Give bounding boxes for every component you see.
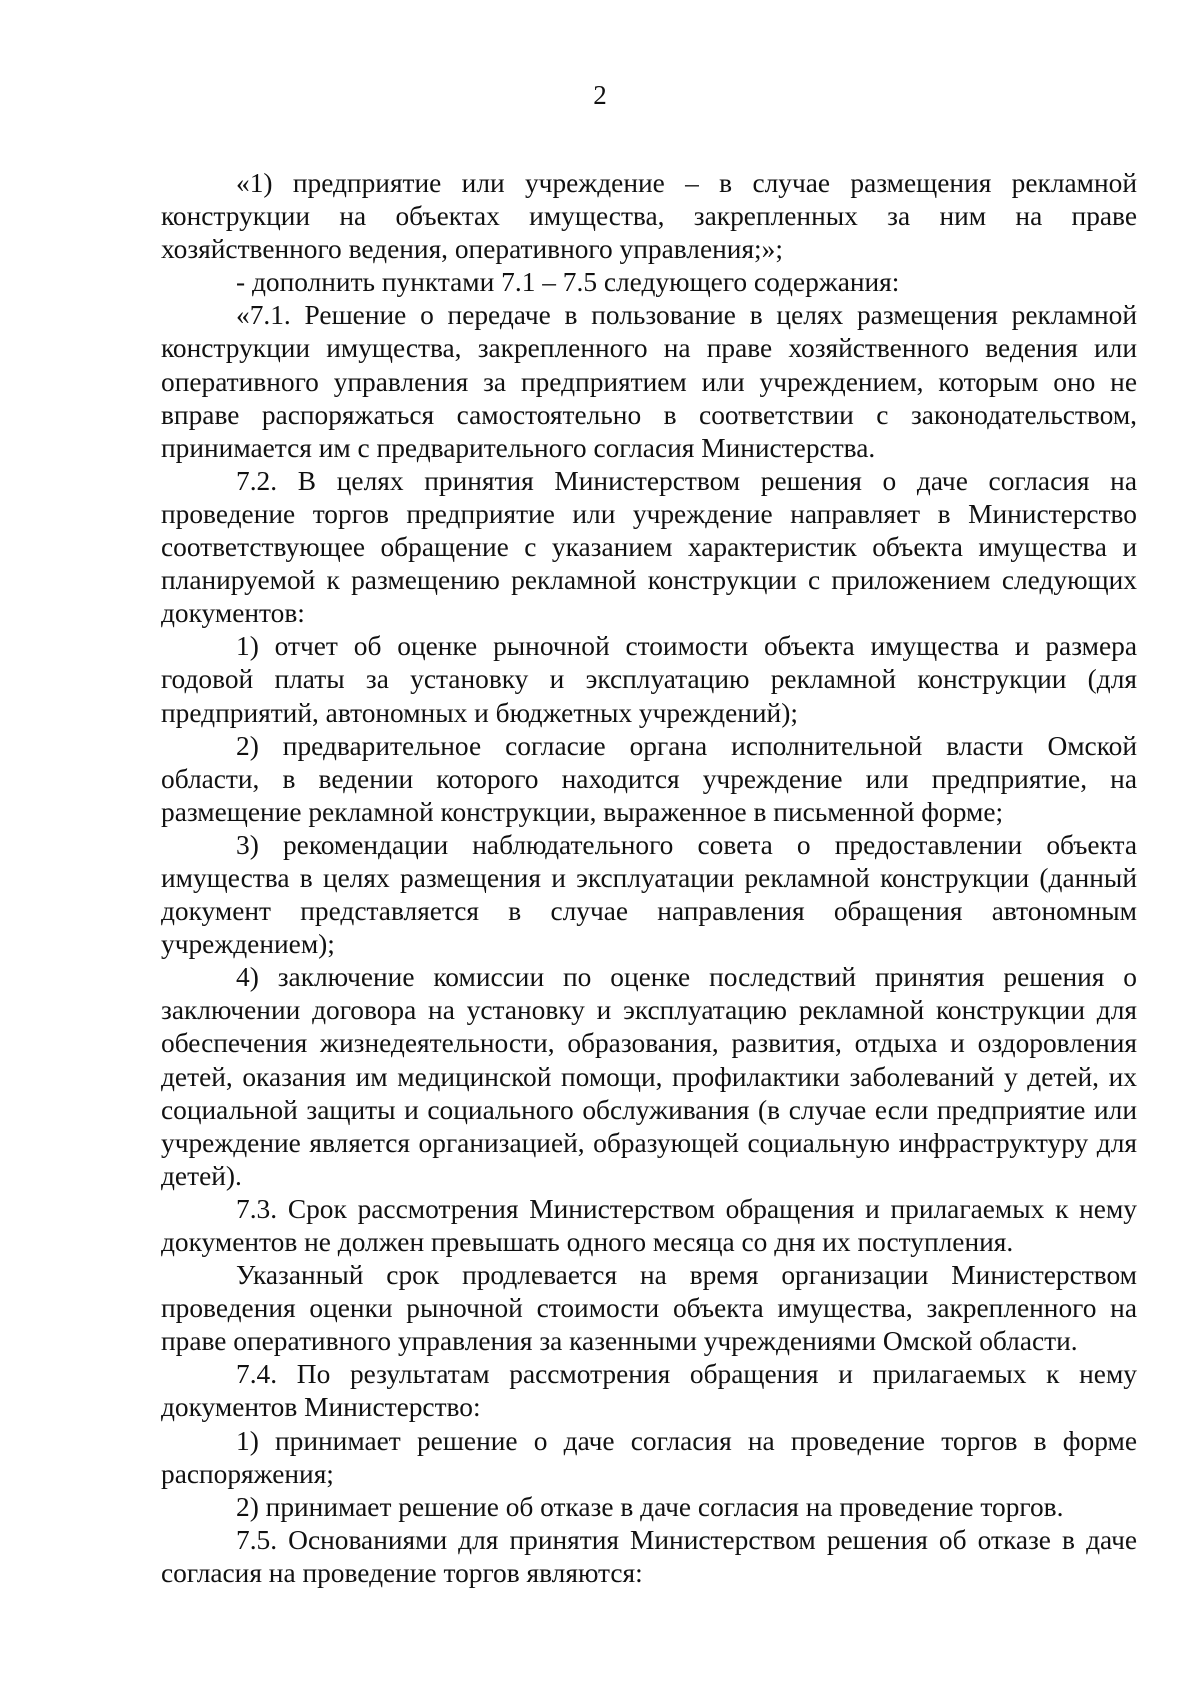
- paragraph-7-4-item-1: 1) принимает решение о даче согласия на проведение торгов в форме распоряжения;: [161, 1425, 1137, 1489]
- paragraph-7-2-item-4: 4) заключение комиссии по оценке последствий принятия решения о заключении договора на установку и эксплуатацию рекламной конструкции для обеспечения жизнедеятельности, образования, развития, отдыха и оздоровления детей, оказания им медицинской помощи, профилактики заболеваний у детей, их социальной защиты и социального обслуживания (в случае если предприятие или учреждение является организацией, образующей социальную инфраструктуру для детей).: [161, 962, 1137, 1191]
- paragraph-7-2-item-2: 2) предварительное согласие органа исполнительной власти Омской области, в ведении которого находится учреждение или предприятие, на размещение рекламной конструкции, выраженное в письменной форме;: [161, 730, 1137, 827]
- paragraph-7-3: 7.3. Срок рассмотрения Министерством обращения и прилагаемых к нему документов не должен превышать одного месяца со дня их поступления.: [161, 1193, 1137, 1257]
- paragraph-7-3-extension: Указанный срок продлевается на время организации Министерством проведения оценки рыночной стоимости объекта имущества, закрепленного на праве оперативного управления за казенными учреждениями Омской области.: [161, 1260, 1137, 1357]
- paragraph-7-2-item-1: 1) отчет об оценке рыночной стоимости объекта имущества и размера годовой платы за установку и эксплуатацию рекламной конструкции (для предприятий, автономных и бюджетных учреждений);: [161, 631, 1137, 728]
- paragraph-item-1: «1) предприятие или учреждение – в случае размещения рекламной конструкции на объектах имущества, закрепленных за ним на праве хозяйственного ведения, оперативного управления;»;: [161, 168, 1137, 265]
- paragraph-supplement: - дополнить пунктами 7.1 – 7.5 следующего содержания:: [236, 267, 900, 298]
- paragraph-7-1: «7.1. Решение о передаче в пользование в целях размещения рекламной конструкции имущества, закрепленного на праве хозяйственного ведения или оперативного управления за предприятием или учреждением, которым оно не вправе распоряжаться самостоятельно в соответствии с законодательством, принимается им с предварительного согласия Министерства.: [161, 300, 1137, 463]
- paragraph-7-2-item-3: 3) рекомендации наблюдательного совета о предоставлении объекта имущества в целях размещения и эксплуатации рекламной конструкции (данный документ представляется в случае направления обращения автономным учреждением);: [161, 829, 1137, 960]
- paragraph-7-4: 7.4. По результатам рассмотрения обращения и прилагаемых к нему документов Министерство:: [161, 1359, 1137, 1423]
- paragraph-7-4-item-2: 2) принимает решение об отказе в даче согласия на проведение торгов.: [236, 1491, 1064, 1522]
- document-body: [161, 167, 1137, 1590]
- page-number: 2: [593, 80, 607, 110]
- paragraph-7-2: 7.2. В целях принятия Министерством решения о даче согласия на проведение торгов предприятие или учреждение направляет в Министерство соответствующее обращение с указанием характеристик объекта имущества и планируемой к размещению рекламной конструкции с приложением следующих документов:: [161, 465, 1137, 629]
- paragraph-7-5: 7.5. Основаниями для принятия Министерством решения об отказе в даче согласия на проведение торгов являются:: [161, 1524, 1137, 1588]
